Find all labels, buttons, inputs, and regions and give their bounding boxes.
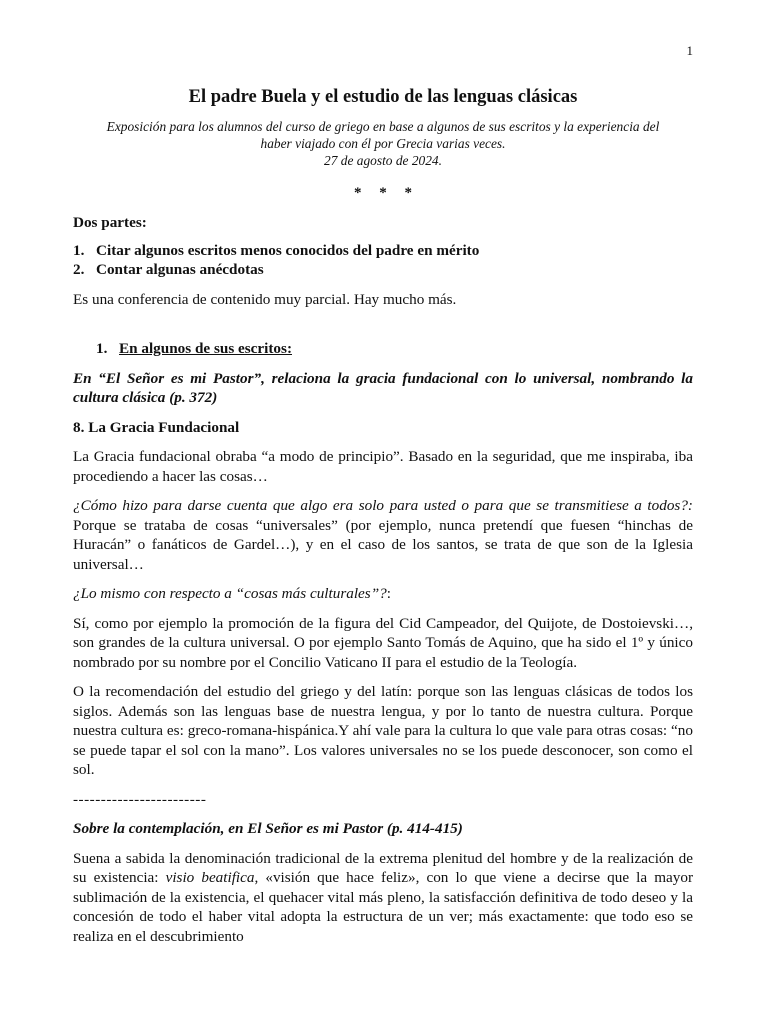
subtitle-line-1: Exposición para los alumnos del curso de griego en base a algunos de sus escritos y la experiencia del [106, 119, 660, 134]
intro-heading: Dos partes: [73, 214, 147, 231]
list-item-text: Contar algunas anécdotas [96, 261, 264, 278]
answer-text: Porque se trataba de cosas “universales” (por ejemplo, nunca pretendí que fuesen “hinchas de Huracán” o fanáticos de Gardel…), y en el caso de los santos, se trata de que son de la Iglesia universal… [73, 516, 693, 573]
question-tail: : [386, 585, 391, 602]
paragraph: O la recomendación del estudio del griego y del latín: porque son las lenguas clásicas de todos los siglos. Además son las lenguas base de nuestra lengua, y por lo tanto de nuestra cultura. Porque nuestra cultura es: greco-romana-hispánica.Y ahí vale para la cultura lo que vale para otras cosas: “no se puede tapar el sol con la mano”. Los valores universales no se los puede desconocer, son como el sol. [73, 683, 693, 778]
list-item-number: 1. [73, 241, 85, 259]
list-item-text: Citar algunos escritos menos conocidos del padre en mérito [96, 241, 480, 259]
paragraph-text: , «visión que hace feliz», con lo que viene a decirse que la mayor sublimación de la existencia, el quehacer vital más pleno, la satisfacción definitiva de todo deseo y la concesión de todo el haber vital adopta la estructura de un ver; más exactamente: que todo eso se realiza en el descubrimiento [73, 869, 694, 945]
question-text: ¿Cómo hizo para darse cuenta que algo era solo para usted o para que se transmitiese a todos?: [73, 497, 693, 514]
question-paragraph [73, 584, 693, 604]
subtitle-date: 27 de agosto de 2024. [324, 153, 442, 168]
section-separator: * * * [354, 185, 412, 201]
paragraph: Sí, como por ejemplo la promoción de la figura del Cid Campeador, del Quijote, de Dostoievski…, son grandes de la cultura universal. O por ejemplo Santo Tomás de Aquino, que ha sido el 1º y único nombrado por su nombre por el Concilio Vaticano II para el estudio de la Teología. [73, 614, 693, 671]
intro-list [73, 241, 693, 280]
latin-term: visio beatifica [165, 869, 255, 886]
list-item-number: 2. [73, 261, 85, 278]
paragraph-text: Suena a sabida la denominación tradicional de la extrema plenitud del hombre y de la realización de su existencia: [73, 849, 693, 886]
subheading: 8. La Gracia Fundacional [73, 418, 240, 436]
section-heading [96, 339, 693, 359]
dashed-rule: ------------------------ [73, 790, 207, 808]
document-subtitle [73, 118, 693, 169]
paragraph: La Gracia fundacional obraba “a modo de principio”. Basado en la seguridad, que me inspiraba, iba procediendo a hacer las cosas… [73, 448, 693, 485]
section-title: En algunos de sus escritos: [119, 340, 292, 357]
list-item [73, 260, 693, 280]
lead-paragraph-2: Sobre la contemplación, en El Señor es mi Pastor (p. 414-415) [73, 820, 463, 837]
lead-paragraph: En “El Señor es mi Pastor”, relaciona la gracia fundacional con lo universal, nombrando la cultura clásica (p. 372) [73, 369, 693, 406]
section-number: 1. [96, 340, 108, 357]
subtitle-line-2: haber viajado con él por Grecia varias veces. [260, 136, 506, 151]
intro-note: Es una conferencia de contenido muy parcial. Hay mucho más. [73, 290, 457, 308]
document-title: El padre Buela y el estudio de las lenguas clásicas [188, 87, 578, 107]
list-item [73, 241, 693, 261]
paragraph [73, 849, 693, 947]
qa-paragraph [73, 496, 693, 574]
document-body [73, 213, 693, 956]
question-text: ¿Lo mismo con respecto a “cosas más culturales”? [73, 585, 387, 602]
page-number: 1 [686, 43, 693, 58]
